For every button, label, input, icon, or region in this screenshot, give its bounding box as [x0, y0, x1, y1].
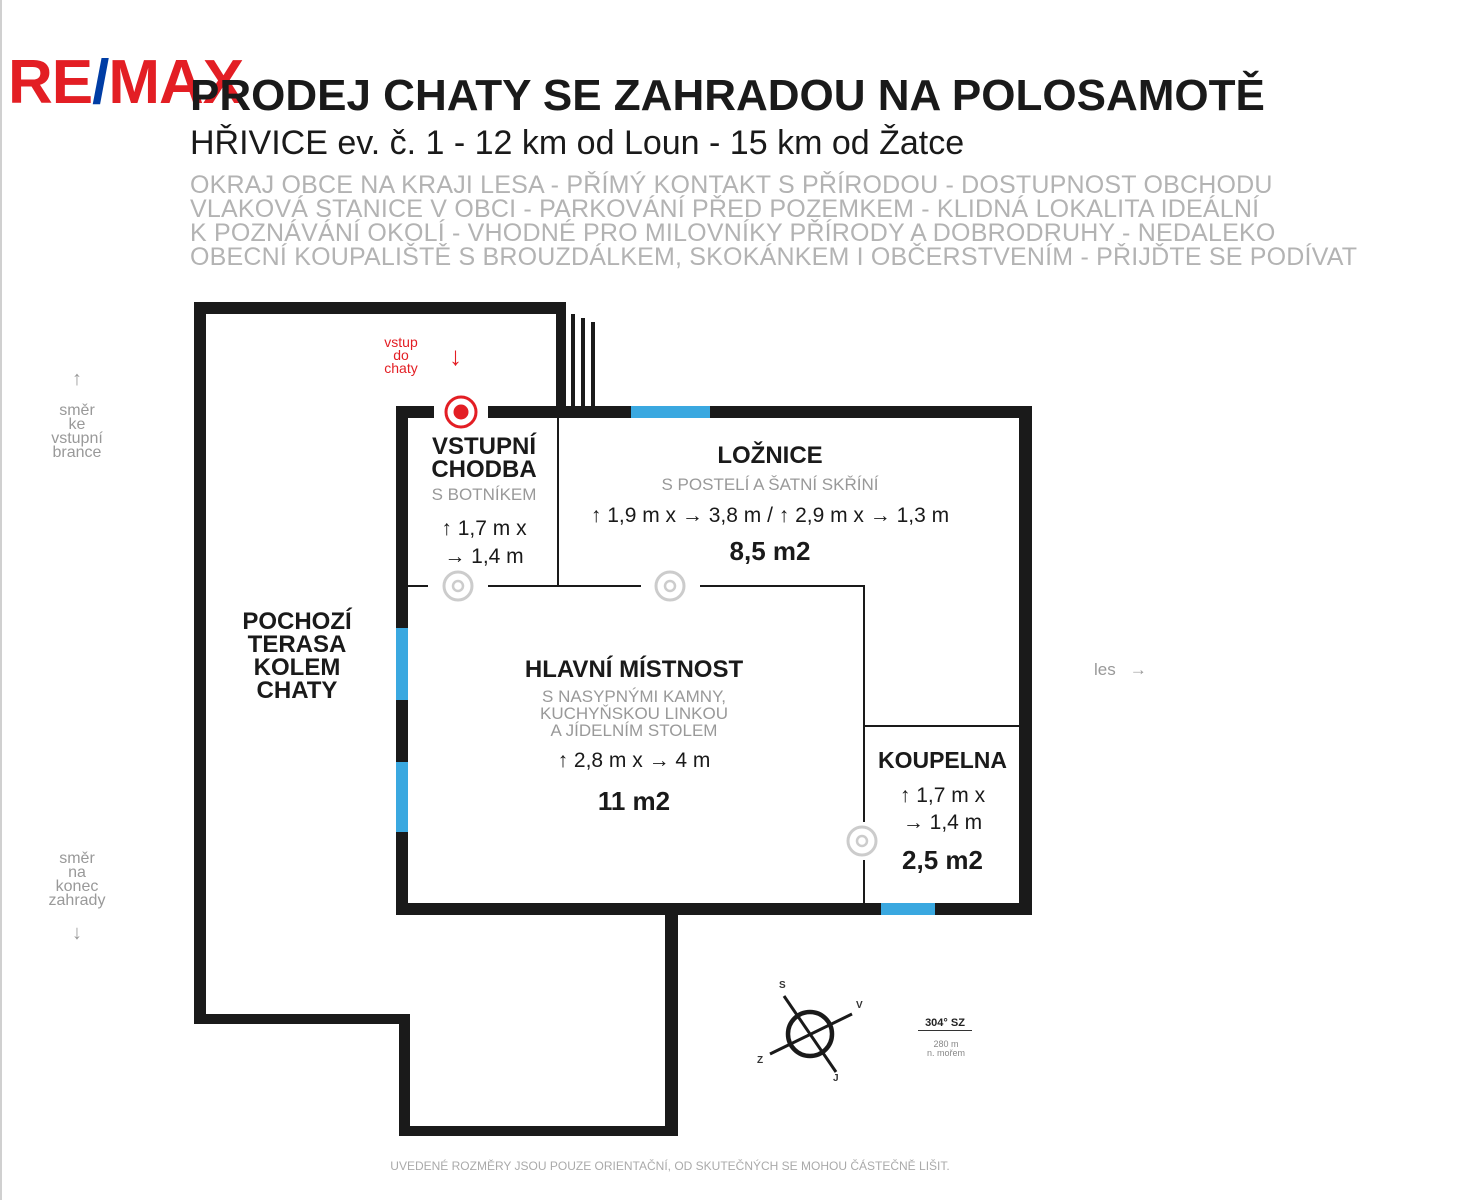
terrace-wall-right-lower — [665, 906, 678, 1136]
arrow-down-icon: ↓ — [72, 922, 82, 944]
compass-north-label: S — [779, 980, 786, 991]
direction-to-garden-end: směr na konec zahrady ↓ — [36, 852, 118, 944]
terrace-wall-left — [194, 302, 206, 1024]
page-subtitle: HŘIVICE ev. č. 1 - 12 km od Loun - 15 km od Žatce — [190, 124, 965, 162]
door-marker-hall — [444, 572, 472, 600]
railing-line — [591, 322, 595, 406]
bathroom-dimensions: ↑ 1,7 m x → 1,4 m — [899, 784, 986, 834]
main-room-subtitle: S NASYPNÝMI KAMNY, KUCHYŇSKOU LINKOU A JÍDELNÍM STOLEM — [540, 687, 728, 740]
terrace-wall-step — [399, 1014, 410, 1136]
arrow-right-icon: → — [1129, 660, 1147, 679]
cabin-wall-top — [396, 406, 1032, 418]
cabin-wall-bottom — [396, 903, 1032, 915]
direction-to-forest: les → — [1094, 660, 1147, 679]
description-line: OBECNÍ KOUPALIŠTĚ S BROUZDÁLKEM, SKOKÁNKEM I OBČERSTVENÍM - PŘIJĎTE SE PODÍVAT — [190, 243, 1358, 271]
bathroom-title: KOUPELNA — [877, 747, 1008, 773]
disclaimer-footer: UVEDENÉ ROZMĚRY JSOU POUZE ORIENTAČNÍ, OD SKUTEČNÝCH SE MOHOU ČÁSTEČNĚ LIŠIT. — [390, 1159, 950, 1173]
railing-line — [581, 318, 585, 406]
partition-hall-bottom — [408, 585, 428, 587]
terrace-wall-bottom — [399, 1126, 678, 1136]
entrance-arrow-icon: ↓ — [449, 341, 462, 371]
compass-west-label: Z — [757, 1055, 764, 1066]
cabin-wall-right — [1019, 406, 1032, 915]
window-main-upper — [396, 628, 408, 700]
entrance-label: vstup do chaty — [384, 334, 418, 376]
bedroom-dimensions: ↑ 1,9 m x → 3,8 m / ↑ 2,9 m x → 1,3 m — [590, 504, 950, 527]
page-title: PRODEJ CHATY SE ZAHRADOU NA POLOSAMOTĚ — [190, 71, 1265, 120]
partition-bath-top — [863, 725, 1019, 727]
terrace-wall-bottom-left — [194, 1014, 410, 1024]
main-room-dimensions: ↑ 2,8 m x → 4 m — [557, 749, 711, 772]
window-bathroom — [881, 903, 935, 915]
arrow-up-icon: ↑ — [72, 368, 82, 390]
description-line: OKRAJ OBCE NA KRAJI LESA - PŘÍMÝ KONTAKT S PŘÍRODOU - DOSTUPNOST OBCHODU — [190, 171, 1273, 199]
main-room-title: HLAVNÍ MÍSTNOST — [524, 656, 744, 683]
bedroom-title: LOŽNICE — [717, 442, 823, 469]
elevation-label: 280 m n. mořem — [926, 1039, 965, 1058]
compass-icon — [770, 996, 852, 1072]
terrace-wall-top — [194, 302, 566, 314]
description-line: VLAKOVÁ STANICE V OBCI - PARKOVÁNÍ PŘED POZEMKEM - KLIDNÁ LOKALITA IDEÁLNÍ — [190, 195, 1260, 223]
remax-logo: RE/MAX — [8, 48, 244, 117]
hall-subtitle: S BOTNÍKEM — [431, 485, 537, 504]
terrace-wall-right-upper — [556, 302, 566, 409]
railing-line — [571, 314, 575, 406]
direction-to-gate: ↑ směr ke vstupní brance — [36, 368, 118, 460]
compass-south-label: J — [833, 1073, 839, 1084]
bedroom-subtitle: S POSTELÍ A ŠATNÍ SKŘÍNÍ — [661, 475, 879, 494]
terrace-title: POCHOZÍ TERASA KOLEM CHATY — [242, 608, 352, 704]
description-line: K POZNÁVÁNÍ OKOLÍ - VHODNÉ PRO MILOVNÍKY PŘÍRODY A DOBRODRUHY - NEDALEKO — [190, 219, 1276, 247]
partition-hall-bedroom — [557, 418, 559, 586]
compass-east-label: V — [856, 1000, 863, 1011]
door-marker-bedroom — [656, 572, 684, 600]
window-bedroom — [631, 406, 710, 418]
partition-mid-bottom — [488, 585, 641, 587]
bathroom-area: 2,5 m2 — [902, 845, 983, 875]
bedroom-area: 8,5 m2 — [729, 536, 811, 566]
entrance-marker — [434, 397, 488, 427]
hall-dimensions: ↑ 1,7 m x → 1,4 m — [441, 517, 527, 568]
window-main-lower — [396, 762, 408, 832]
bearing-label: 304° SZ — [918, 1017, 972, 1031]
partition-bedroom-bottom — [700, 585, 865, 587]
main-room-area: 11 m2 — [597, 786, 671, 816]
hall-title: VSTUPNÍ CHODBA — [431, 433, 537, 483]
